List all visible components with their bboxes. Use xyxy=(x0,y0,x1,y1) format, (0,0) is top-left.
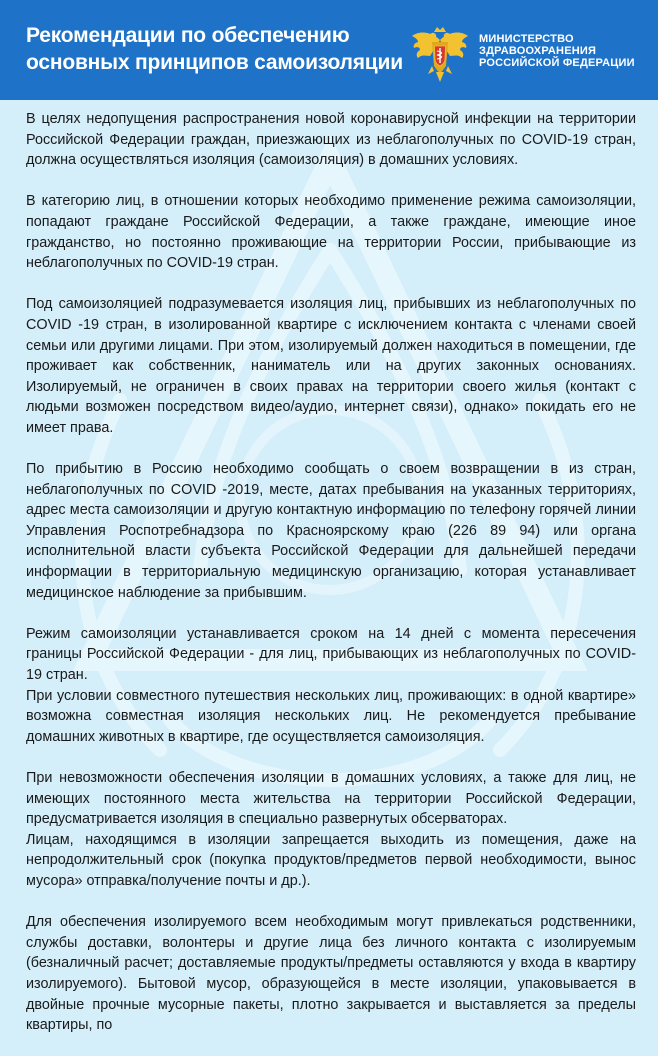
ministry-line-1: МИНИСТЕРСТВО xyxy=(479,33,574,45)
paragraph-1: В целях недопущения распространения новой коронавирусной инфекции на территории Российской Федерации граждан, приезжающих из неблагополучных по COVID-19 стран, должна осуществляться изоляция (самоизоляция) в домашних условиях. xyxy=(26,111,636,169)
ministry-line-2: ЗДРАВООХРАНЕНИЯ xyxy=(479,45,597,57)
double-headed-eagle-emblem-icon xyxy=(410,26,470,84)
paragraph-7: При невозможности обеспечения изоляции в домашних условиях, а также для лиц, не имеющих постоянного места жительства на территории Российской Федерации, предусматривается изоляция в специально развернутых обсерваторах. xyxy=(26,770,636,828)
header-bar xyxy=(0,0,658,100)
paragraph-4: По прибытию в Россию необходимо сообщать о своем возвращении в из стран, неблагополучных по COVID -2019, месте, датах пребывания на указанных территориях, адрес места самоизоляции и другую контактную информацию по телефону горячей линии Управления Роспотребнадзора по Красноярскому краю (226 89 94) или органа исполнительной власти субъекта Российской Федерации для дальнейшей передачи информации в территориальную медицинскую организацию, которая устанавливает медицинское наблюдение за прибывшим. xyxy=(26,461,636,601)
paragraph-8: Лицам, находящимся в изоляции запрещается выходить из помещения, даже на непродолжительный срок (покупка продуктов/предметов первой необходимости, вынос мусора» отправка/получение почты и др.). xyxy=(26,831,636,889)
paragraph-2: В категорию лиц, в отношении которых необходимо применение режима самоизоляции, попадают граждане Российской Федерации, а также граждане, имеющие иное гражданство, но постоянно проживающие на территории России, прибывающие из неблагополучных по COVID-19 стран. xyxy=(26,193,636,272)
title-line-1: Рекомендации по обеспечению xyxy=(26,24,350,47)
paragraph-3: Под самоизоляцией подразумевается изоляция лиц, прибывших из неблагополучных по COVID -19 стран, в изолированной квартире с исключением контакта с членами своей семьи или другими лицами. При этом, изолируемый должен находиться в помещении, где проживает как собственник, наниматель или на других законных основаниях. Изолируемый, не ограничен в своих правах на территории своего жилья (контакт с людьми возможен посредством видео/аудио, интернет связи), однако» покидать его не имеет права. xyxy=(26,296,636,436)
ministry-name xyxy=(479,33,635,69)
paragraph-9: Для обеспечения изолируемого всем необходимым могут привлекаться родственники, службы доставки, волонтеры и другие лица без личного контакта с изолируемым (безналичный расчет; доставляемые продукты/предметы оставляются у входа в квартиру изолируемого). Бытовой мусор, образующейся в месте изоляции, упаковывается в двойные прочные мусорные пакеты, плотно закрывается и выставляется за пределы квартиры, по xyxy=(26,914,636,1034)
document-body xyxy=(26,109,636,1056)
title-line-2: основных принципов самоизоляции xyxy=(26,51,403,74)
paragraph-6: При условии совместного путешествия нескольких лиц, проживающих: в одной квартире» возможна совместная изоляция нескольких лиц. Не рекомендуется пребывание домашних животных в квартире, где осуществляется самоизоляция. xyxy=(26,687,636,745)
page-title xyxy=(26,22,406,76)
paragraph-5: Режим самоизоляции устанавливается сроком на 14 дней с момента пересечения границы Российской Федерации - для лиц, прибывающих из неблагополучных по COVID-19 стран. xyxy=(26,625,636,684)
ministry-line-3: РОССИЙСКОЙ ФЕДЕРАЦИИ xyxy=(479,57,635,69)
